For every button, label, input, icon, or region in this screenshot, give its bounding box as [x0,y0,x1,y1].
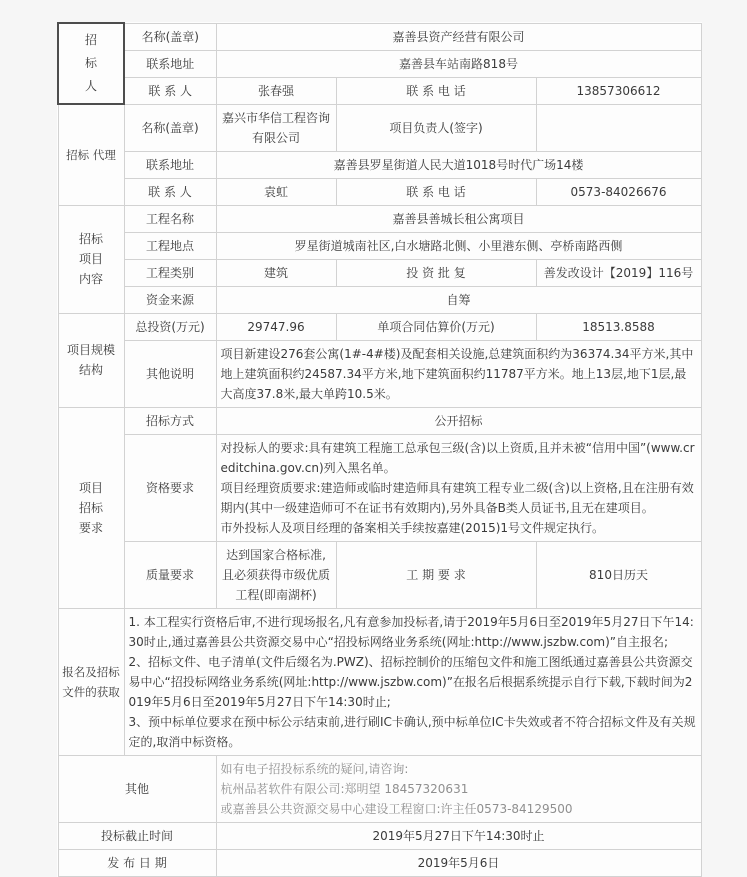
project-approval-value: 善发改设计【2019】116号 [536,259,701,286]
scale-contract-value: 18513.8588 [536,313,701,340]
scale-group-label: 项目规模结构 [58,313,124,407]
requirements-quality-value: 达到国家合格标准,且必须获得市级优质工程(即南湖杯) [216,541,336,608]
project-group-label-text: 招标项目内容 [78,232,103,286]
bidder-name-value: 嘉善县资产经营有限公司 [216,23,701,50]
requirements-method-label: 招标方式 [124,407,216,434]
publish-date-label: 发 布 日 期 [58,849,216,876]
project-name-label: 工程名称 [124,205,216,232]
agent-address-value: 嘉善县罗星街道人民大道1018号时代广场14楼 [216,151,701,178]
other-line: 如有电子招投标系统的疑问,请咨询: [220,761,409,776]
agent-contact-value: 袁虹 [216,178,336,205]
requirements-group-label-text: 项目招标要求 [78,480,103,535]
requirements-quality-label: 质量要求 [124,541,216,608]
project-approval-label: 投 资 批 复 [336,259,536,286]
qualification-paragraph: 项目经理资质要求:建造师或临时建造师具有建筑工程专业二级(含)以上资格,且在注册有效期内(其中一级建造师可不在证书有效期内),另外具备B类人员证书,且无在建项目。 [220,480,694,515]
project-category-value: 建筑 [216,259,336,286]
other-group-label: 其他 [58,755,216,822]
other-line: 或嘉善县公共资源交易中心建设工程窗口:许主任0573-84129500 [220,801,573,816]
agent-contact-label: 联 系 人 [124,178,216,205]
project-location-value: 罗星街道城南社区,白水塘路北侧、小里港东侧、亭桥南路西侧 [216,232,701,259]
registration-item: 2、招标文件、电子清单(文件后缀名为.PWZ)、招标控制价的压缩包文件和施工图纸通过嘉善县公共资源交易中心“招投标网络业务系统(网址:http://www.jszbw.com)”在报名后根据系统提示自行下载,下载时间为2019年5月6日至2019年5月27日下午14:30时止; [128,654,693,709]
bidder-address-label: 联系地址 [124,50,216,77]
agent-manager-label: 项目负责人(签字) [336,104,536,151]
project-group-label [58,205,124,313]
scale-investment-value: 29747.96 [216,313,336,340]
scale-other-value: 项目新建设276套公寓(1#-4#楼)及配套相关设施,总建筑面积约为36374.34平方米,其中地上建筑面积约24587.34平方米,地下建筑面积约11787平方米。地上13层,地下1层,最大高度37.8米,最大单跨10.5米。 [216,340,701,407]
requirements-method-value: 公开招标 [216,407,701,434]
project-funds-value: 自筹 [216,286,701,313]
other-line: 杭州品茗软件有限公司:郑明望 18457320631 [220,781,469,796]
bidder-address-value: 嘉善县车站南路818号 [216,50,701,77]
agent-name-label: 名称(盖章) [124,104,216,151]
deadline-label: 投标截止时间 [58,822,216,849]
registration-content [124,608,701,755]
requirements-qualification-value [216,434,701,541]
agent-address-label: 联系地址 [124,151,216,178]
agent-name-value: 嘉兴市华信工程咨询有限公司 [216,104,336,151]
requirements-group-label [58,407,124,608]
project-funds-label: 资金来源 [124,286,216,313]
qualification-paragraph: 对投标人的要求:具有建筑工程施工总承包三级(含)以上资质,且并未被“信用中国”(www.creditchina.gov.cn)列入黑名单。 [220,440,695,475]
bidder-name-label: 名称(盖章) [124,23,216,50]
scale-contract-label: 单项合同估算价(万元) [336,313,536,340]
requirements-duration-label: 工 期 要 求 [336,541,536,608]
registration-item: 1. 本工程实行资格后审,不进行现场报名,凡有意参加投标者,请于2019年5月6日至2019年5月27日下午14:30时止,通过嘉善县公共资源交易中心“招投标网络业务系统(网址:http://www.jszbw.com)”自主报名; [128,614,694,649]
bidder-contact-label: 联 系 人 [124,77,216,104]
qualification-paragraph: 市外投标人及项目经理的备案相关手续按嘉建(2015)1号文件规定执行。 [220,520,605,535]
other-content [216,755,701,822]
registration-item: 3、预中标单位要求在预中标公示结束前,进行刷IC卡确认,预中标单位IC卡失效或者不符合招标文件及有关规定的,取消中标资格。 [128,714,696,749]
bidder-contact-value: 张春强 [216,77,336,104]
bidder-group-label [58,23,124,104]
scale-investment-label: 总投资(万元) [124,313,216,340]
bidder-phone-label: 联 系 电 话 [336,77,536,104]
publish-date-value: 2019年5月6日 [216,849,701,876]
project-category-label: 工程类别 [124,259,216,286]
bidder-group-label-text: 招标人 [84,33,97,93]
agent-phone-value: 0573-84026676 [536,178,701,205]
bidder-phone-value: 13857306612 [536,77,701,104]
requirements-qualification-label: 资格要求 [124,434,216,541]
agent-phone-label: 联 系 电 话 [336,178,536,205]
scale-other-label: 其他说明 [124,340,216,407]
agent-manager-value [536,104,701,151]
requirements-duration-value: 810日历天 [536,541,701,608]
project-name-value: 嘉善县善城长租公寓项目 [216,205,701,232]
deadline-value: 2019年5月27日下午14:30时止 [216,822,701,849]
agent-group-label: 招标 代理 [58,104,124,205]
bid-notice-table [57,22,702,877]
registration-group-label: 报名及招标文件的获取 [58,608,124,755]
project-location-label: 工程地点 [124,232,216,259]
